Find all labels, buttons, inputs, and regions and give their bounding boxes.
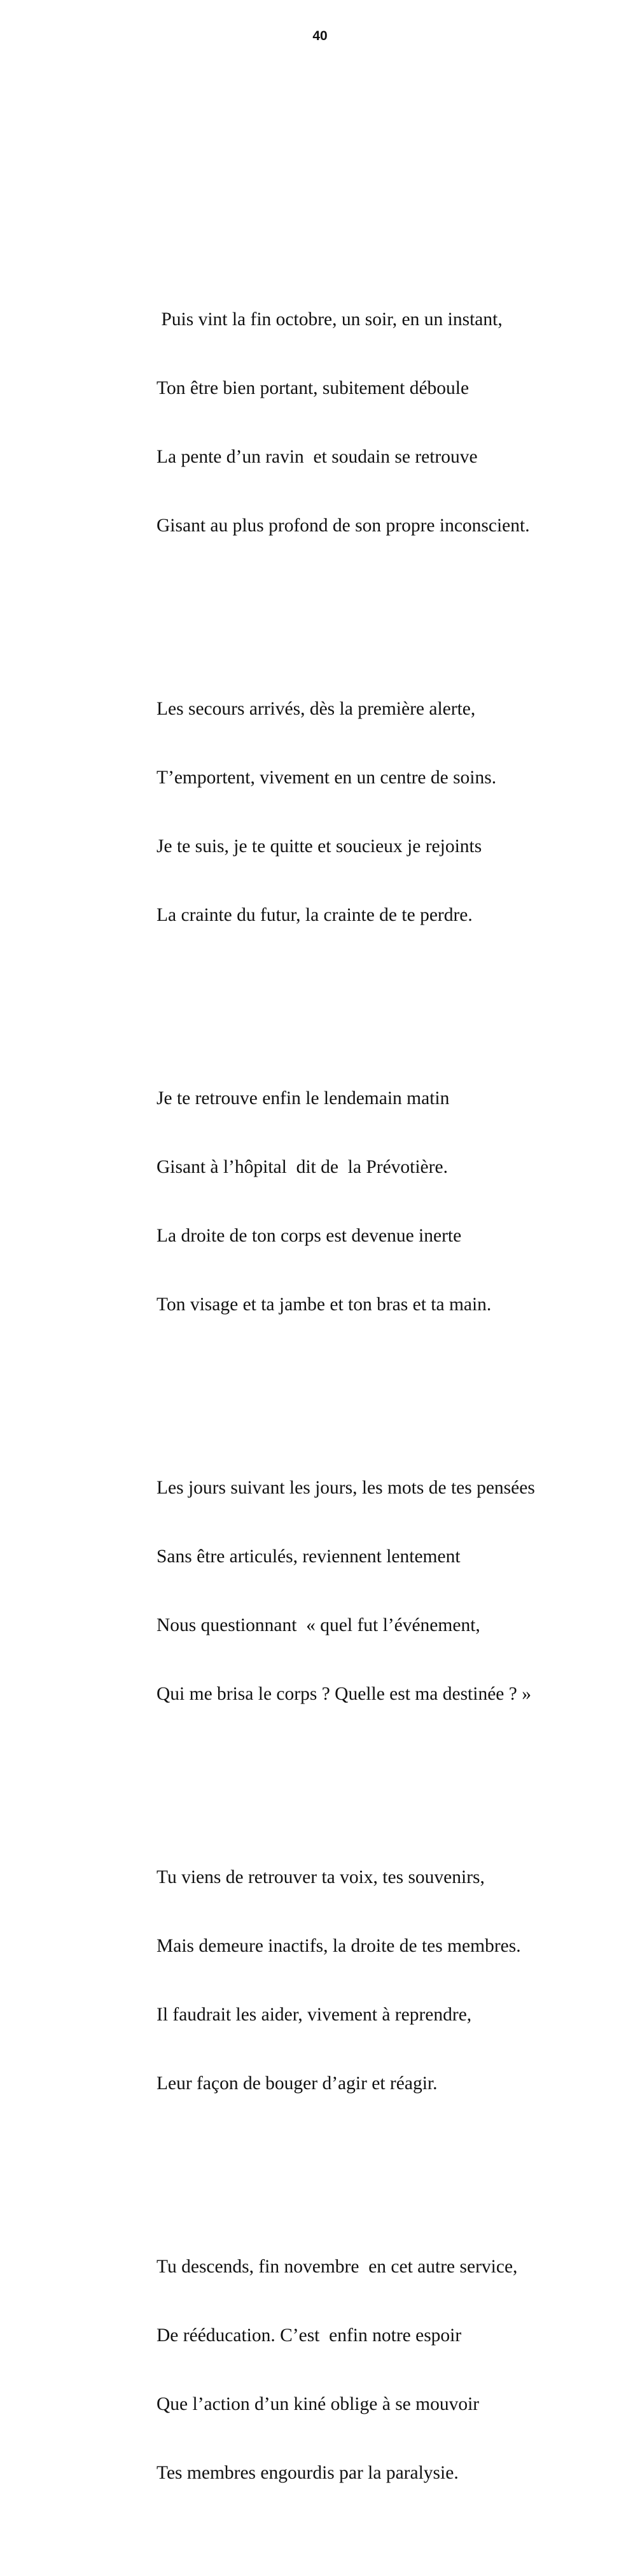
- poem-line: T’emportent, vivement en un centre de soins.: [157, 767, 497, 788]
- poem-line: Il faudrait les aider, vivement à reprendre,: [157, 2005, 472, 2025]
- poem-line: Puis vint la fin octobre, un soir, en un instant,: [157, 309, 503, 330]
- poem-line: Je te retrouve enfin le lendemain matin: [157, 1088, 450, 1109]
- poem-line: Ton visage et ta jambe et ton bras et ta main.: [157, 1294, 492, 1315]
- poem-line: Gisant à l’hôpital dit de la Prévotière.: [157, 1157, 448, 1177]
- poem-line: Leur façon de bouger d’agir et réagir.: [157, 2073, 438, 2094]
- stanza: [157, 1431, 627, 1751]
- poem-line: Qui me brisa le corps ? Quelle est ma destinée ? »: [157, 1684, 531, 1704]
- poem-line: Tes membres engourdis par la paralysie.: [157, 2463, 459, 2483]
- poem-line: Tu viens de retrouver ta voix, tes souvenirs,: [157, 1867, 485, 1887]
- stanza: [157, 652, 627, 972]
- poem-line: Que l’action d’un kiné oblige à se mouvoir: [157, 2394, 480, 2414]
- poem: [157, 216, 627, 2576]
- stanza: [157, 1820, 627, 2141]
- poem-line: Ton être bien portant, subitement déboule: [157, 378, 470, 398]
- poem-line: Tu descends, fin novembre en cet autre service,: [157, 2257, 518, 2277]
- stanza: [157, 1041, 627, 1362]
- poem-line: La pente d’un ravin et soudain se retrouve: [157, 447, 478, 467]
- poem-line: Mais demeure inactifs, la droite de tes membres.: [157, 1936, 521, 1956]
- poem-line: Je te suis, je te quitte et soucieux je rejoints: [157, 836, 482, 857]
- stanza: [157, 262, 627, 583]
- poem-line: Les jours suivant les jours, les mots de tes pensées: [157, 1478, 535, 1498]
- poem-line: Sans être articulés, reviennent lentement: [157, 1546, 461, 1567]
- stanza: [157, 2209, 627, 2530]
- poem-line: De rééducation. C’est enfin notre espoir: [157, 2325, 462, 2346]
- page-number: 40: [312, 29, 328, 43]
- poem-line: La crainte du futur, la crainte de te perdre.: [157, 905, 473, 925]
- poem-line: Gisant au plus profond de son propre inconscient.: [157, 515, 530, 536]
- poem-line: Les secours arrivés, dès la première alerte,: [157, 699, 476, 719]
- poem-line: La droite de ton corps est devenue inerte: [157, 1226, 462, 1246]
- poem-line: Nous questionnant « quel fut l’événement,: [157, 1615, 480, 1635]
